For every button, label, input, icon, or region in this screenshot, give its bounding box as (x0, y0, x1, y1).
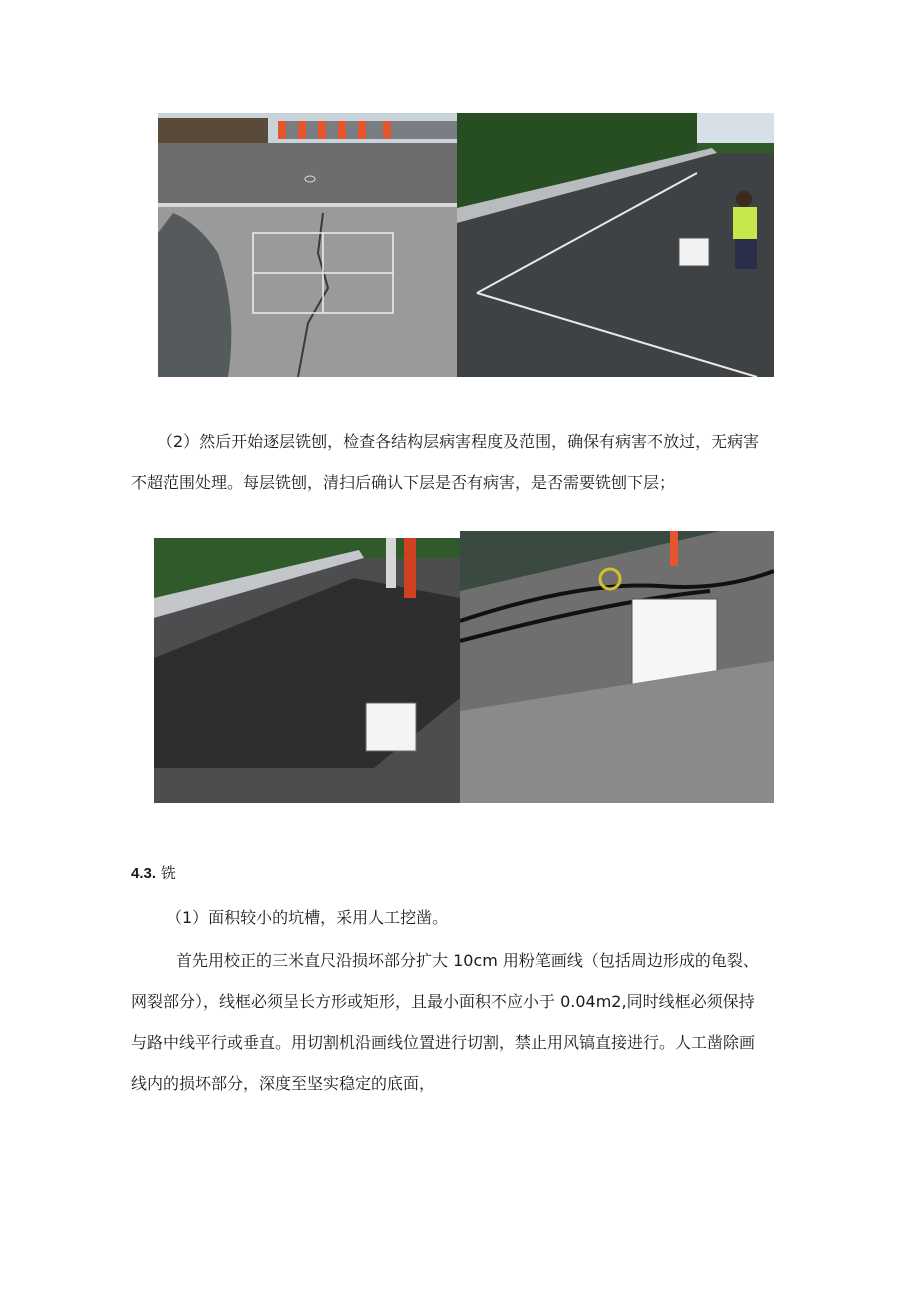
paragraph-repair-line4: 线内的损坏部分，深度至坚实稳定的底面， (131, 1074, 436, 1093)
section-number: 4.3. (131, 865, 157, 882)
section-heading (131, 862, 176, 883)
paragraph-repair-line2: 网裂部分），线框必须呈长方形或矩形，且最小面积不应小于 0.04m2,同时线框必须保持 (131, 992, 755, 1011)
paragraph-repair-line3: 与路中线平行或垂直。用切割机沿画线位置进行切割，禁止用风镐直接进行。人工凿除画 (131, 1033, 756, 1052)
photo-milled-surface-sign (460, 531, 774, 803)
paragraph-milling-line2: 不超范围处理。每层铣刨，清扫后确认下层是否有病害，是否需要铣刨下层； (131, 473, 676, 492)
paragraph-milling-line1: （2）然后开始逐层铣刨，检查各结构层病害程度及范围，确保有病害不放过，无病害 (157, 432, 760, 451)
item1-text: （1）面积较小的坑槽，采用人工挖凿。 (166, 908, 449, 927)
paragraph-repair-line1: 首先用校正的三米直尺沿损坏部分扩大 10cm 用粉笔画线（包括周边形成的龟裂、 (176, 951, 759, 970)
photo-worker-roadside (457, 113, 774, 377)
section-title: 铣 (160, 864, 176, 882)
photo-cracked-pavement (158, 113, 457, 377)
photo-milled-surface (154, 538, 460, 803)
